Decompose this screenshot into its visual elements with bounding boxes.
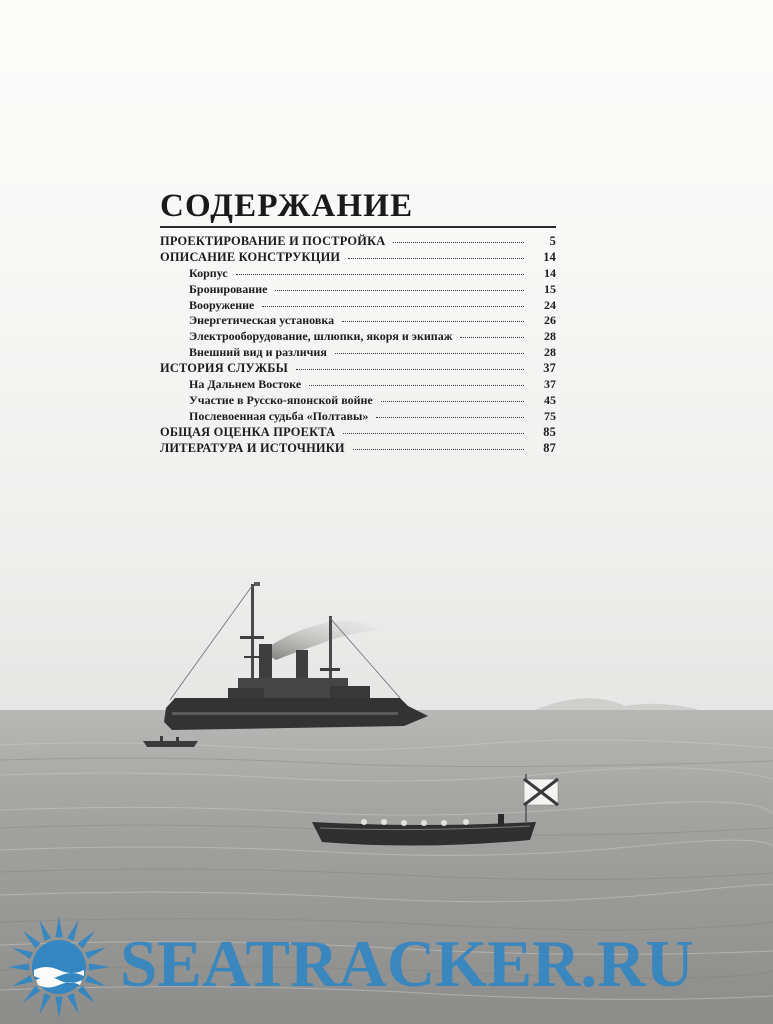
toc-entry-label: Внешний вид и различия — [189, 345, 327, 360]
title-underline — [160, 226, 556, 228]
toc-entry-label: На Дальнем Востоке — [189, 377, 302, 392]
toc-subsection-row — [160, 345, 556, 361]
dot-leader — [381, 400, 524, 402]
dot-leader — [376, 416, 524, 418]
dot-leader — [309, 384, 524, 386]
toc-page-number: 24 — [544, 297, 556, 312]
toc-subsection-row — [160, 409, 556, 425]
dot-leader — [460, 336, 524, 338]
toc-section-row — [160, 361, 556, 377]
watermark-text: SEATRACKER.RU — [120, 927, 694, 1001]
toc-entry-label: ИСТОРИЯ СЛУЖБЫ — [160, 361, 288, 376]
toc-entry-label: Участие в Русско-японской войне — [189, 392, 373, 407]
toc-page-number: 85 — [543, 424, 556, 439]
toc-entry-label: Энергетическая установка — [189, 313, 335, 328]
dot-leader — [353, 448, 524, 450]
dot-leader — [296, 368, 524, 370]
dot-leader — [348, 257, 524, 259]
toc-section-row — [160, 441, 556, 457]
toc-subsection-row — [160, 329, 556, 345]
funnel-smoke — [262, 621, 380, 660]
toc-section-row — [160, 425, 556, 441]
toc-entry-label: ОПИСАНИЕ КОНСТРУКЦИИ — [160, 249, 341, 264]
dot-leader — [342, 320, 524, 322]
dot-leader — [236, 273, 524, 275]
dot-leader — [275, 289, 524, 291]
toc-page-number: 87 — [543, 440, 556, 455]
battleship — [164, 582, 428, 730]
toc-entry-label: Электрооборудование, шлюпки, якоря и экипаж — [189, 329, 453, 344]
toc-title: СОДЕРЖАНИЕ — [160, 188, 414, 224]
toc-subsection-row — [160, 377, 556, 393]
toc-page-number: 75 — [544, 408, 556, 423]
toc-section-row — [160, 234, 556, 250]
toc-entry-label: Бронирование — [189, 281, 268, 296]
toc-entry-label: Послевоенная судьба «Полтавы» — [189, 408, 369, 423]
toc-entry-label: ЛИТЕРАТУРА И ИСТОЧНИКИ — [160, 440, 345, 455]
dot-leader — [393, 241, 524, 243]
dot-leader — [335, 352, 524, 354]
toc-page-number: 28 — [544, 345, 556, 360]
dot-leader — [262, 305, 524, 307]
watermark — [0, 908, 773, 1018]
toc-page-number: 26 — [544, 313, 556, 328]
toc-subsection-row — [160, 266, 556, 282]
toc-page-number: 5 — [549, 234, 556, 248]
toc-subsection-row — [160, 393, 556, 409]
toc-page-number: 45 — [544, 392, 556, 407]
toc-page-number: 28 — [544, 329, 556, 344]
toc-list — [160, 234, 556, 456]
sun-burst-logo-icon — [6, 914, 112, 1020]
toc-subsection-row — [160, 282, 556, 298]
toc-entry-label: ОБЩАЯ ОЦЕНКА ПРОЕКТА — [160, 424, 336, 439]
toc-entry-label: Корпус — [189, 265, 228, 280]
toc-page-number: 14 — [543, 249, 556, 264]
table-of-contents — [160, 186, 556, 456]
toc-page-number: 37 — [544, 377, 556, 392]
toc-entry-label: ПРОЕКТИРОВАНИЕ И ПОСТРОЙКА — [160, 234, 386, 248]
toc-page-number: 15 — [544, 281, 556, 296]
toc-subsection-row — [160, 313, 556, 329]
toc-page-number: 14 — [544, 265, 556, 280]
dot-leader — [343, 432, 524, 434]
toc-section-row — [160, 250, 556, 266]
toc-page-number: 37 — [543, 361, 556, 376]
distant-hills — [530, 698, 700, 712]
toc-entry-label: Вооружение — [189, 297, 255, 312]
toc-subsection-row — [160, 298, 556, 314]
